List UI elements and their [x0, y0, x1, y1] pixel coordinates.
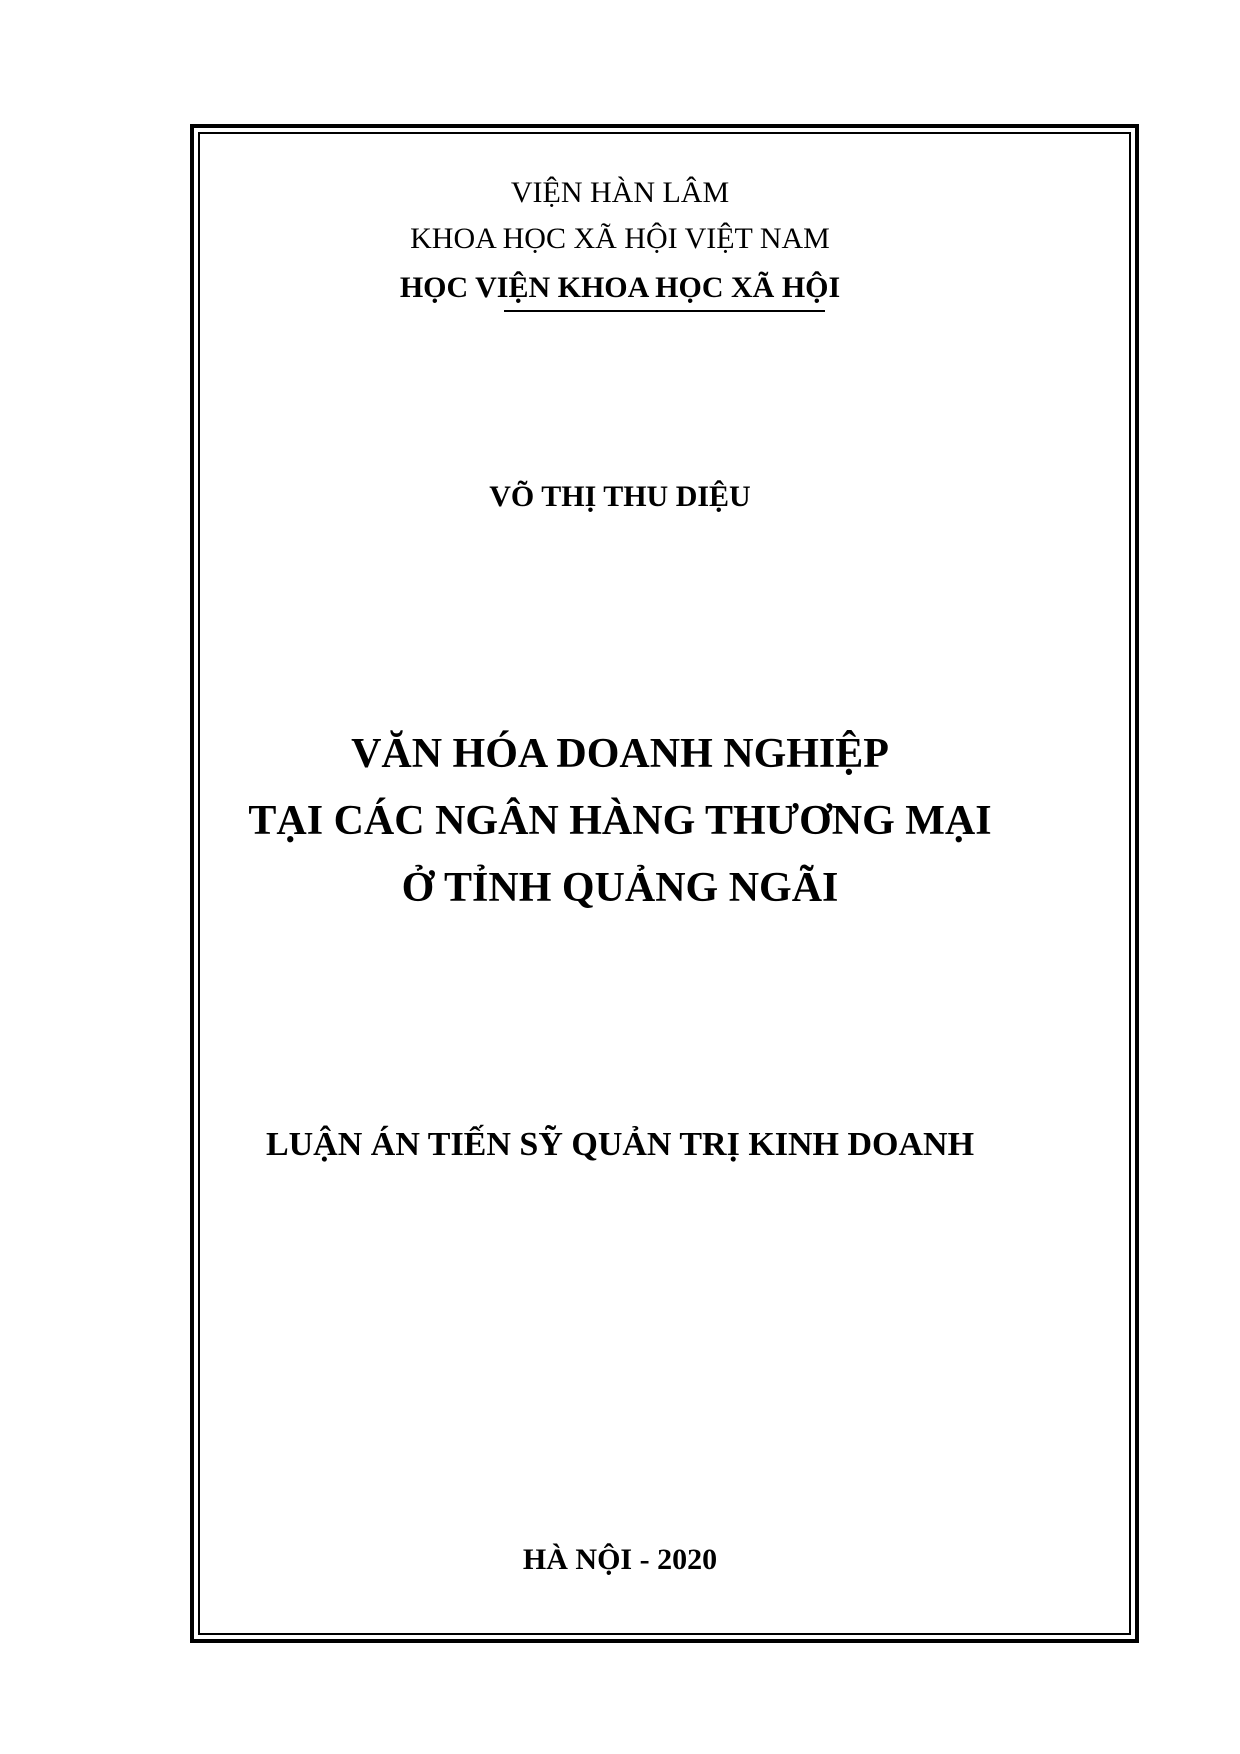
thesis-title-line-2: TẠI CÁC NGÂN HÀNG THƯƠNG MẠI [248, 798, 992, 844]
degree-type: LUẬN ÁN TIẾN SỸ QUẢN TRỊ KINH DOANH [265, 1126, 975, 1163]
author-name: VÕ THỊ THU DIỆU [489, 480, 751, 513]
institution-line-3: HỌC VIỆN KHOA HỌC XÃ HỘI [399, 271, 841, 304]
institution-line-1: VIỆN HÀN LÂM [510, 176, 730, 209]
thesis-title-line-3: Ở TỈNH QUẢNG NGÃI [401, 865, 839, 911]
place-year: HÀ NỘI - 2020 [522, 1543, 718, 1576]
institution-line-2: KHOA HỌC XÃ HỘI VIỆT NAM [410, 222, 830, 255]
thesis-title-line-1: VĂN HÓA DOANH NGHIỆP [351, 731, 889, 777]
institution-underline [504, 310, 825, 312]
